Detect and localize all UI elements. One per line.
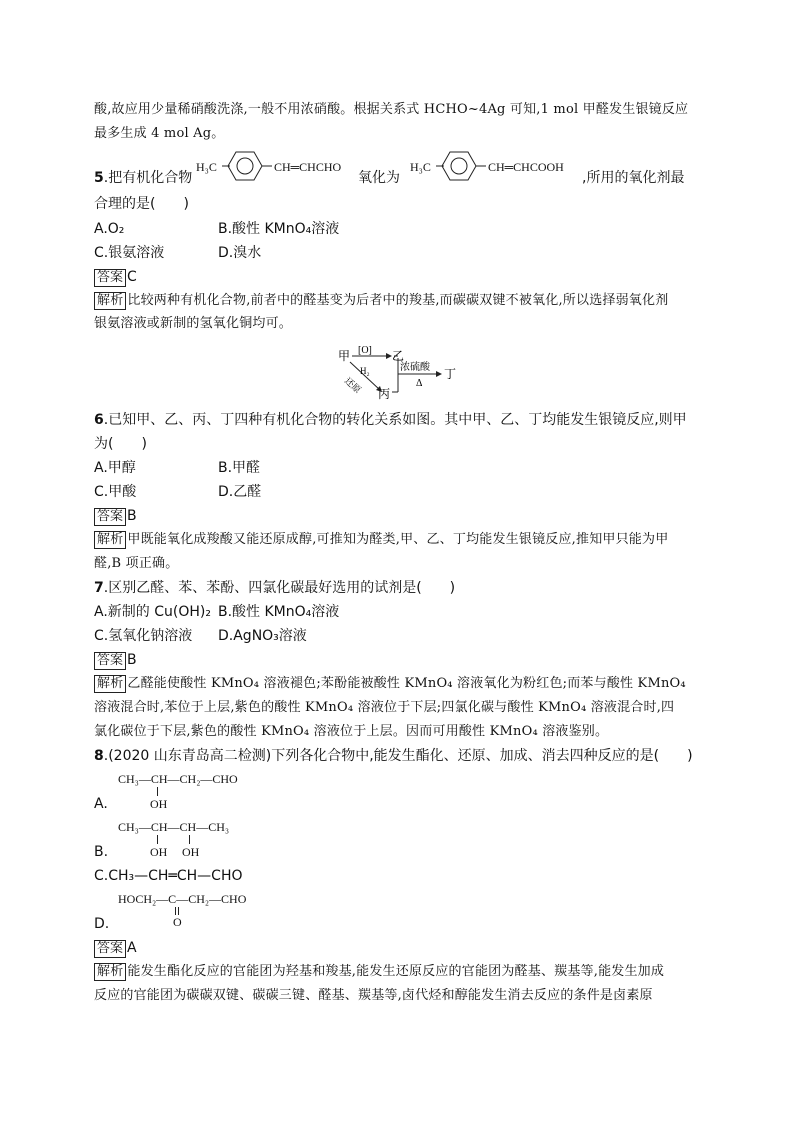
q8-option-b-sub-1: OH [150, 845, 168, 859]
q5-compound1-right: CH═CHCHO [274, 160, 342, 174]
q8-option-a-bond [157, 787, 158, 796]
q6-expl-tag: 解析 [94, 531, 126, 549]
q5-stem [94, 168, 192, 188]
intro-line-1: 酸,故应用少量稀硝酸洗涤,一般不用浓硝酸。根据关系式 HCHO~4Ag 可知,1 mol 甲醛发生银镜反应 [94, 102, 689, 117]
q7-option-d: D.AgNO₃溶液 [218, 628, 307, 644]
q7-explanation-2: 溶液混合时,苯位于上层,紫色的酸性 KMnO₄ 溶液位于下层;四氯化碳与酸性 KMnO₄ 溶液混合时,四 [94, 700, 675, 715]
q5-option-c: C.银氨溶液 [94, 245, 165, 261]
q7-option-b: B.酸性 KMnO₄溶液 [218, 604, 340, 620]
q6-explanation-1 [94, 530, 668, 550]
q5-answer: C [127, 269, 137, 285]
q5-text-a: .把有机化合物 [103, 170, 193, 186]
q8-option-a-chain: CH₃—CH—CH₂—CHO [118, 772, 238, 786]
q8-option-d-bond-a [175, 907, 176, 915]
diagram-bing: 丙 [378, 387, 391, 400]
q8-option-a-label: A. [94, 796, 108, 812]
q6-answer-tag: 答案 [94, 508, 126, 526]
q8-answer: A [127, 940, 137, 956]
q5-number: 5 [94, 170, 104, 186]
q6-answer: B [127, 508, 137, 524]
diagram-oxidant: [O] [358, 345, 372, 356]
q6-explanation-2: 醛,B 项正确。 [94, 556, 179, 571]
diagram-heat: Δ [416, 378, 423, 389]
q8-stem [94, 746, 693, 766]
q5-answer-tag: 答案 [94, 269, 126, 287]
q5-explanation-2: 银氨溶液或新制的氢氧化铜均可。 [94, 316, 293, 331]
q8-option-d-sub: O [173, 915, 182, 929]
q5-option-b: B.酸性 KMnO₄溶液 [218, 221, 340, 237]
q6-expl-text-1: 甲既能氧化成羧酸又能还原成醇,可推知为醛类,甲、乙、丁均能发生银镜反应,推知甲只能为甲 [127, 532, 669, 547]
q5-text-b: 氧化为 [358, 170, 400, 186]
q7-answer-tag: 答案 [94, 652, 126, 670]
q5-expl-tag: 解析 [94, 292, 126, 310]
q5-explanation-1 [94, 291, 668, 311]
q8-option-b-bond-2 [189, 835, 190, 844]
q8-text: .(2020 山东青岛高二检测)下列各化合物中,能发生酯化、还原、加成、消去四种反应的是( ) [103, 748, 693, 764]
q5-option-a: A.O₂ [94, 221, 125, 237]
diagram-reduce: 还原 [342, 375, 363, 396]
q7-answer: B [127, 652, 137, 668]
diagram-jia: 甲 [338, 349, 351, 363]
diagram-acid: 浓硫酸 [400, 362, 430, 373]
q5-compound2-left: H₃C [410, 160, 431, 174]
diagram-ding: 丁 [444, 367, 457, 381]
q8-explanation-1 [94, 962, 664, 982]
q8-expl-tag: 解析 [94, 963, 126, 981]
q7-option-a: A.新制的 Cu(OH)₂ [94, 604, 211, 620]
q5-text-c: ,所用的氧化剂最 [582, 170, 685, 186]
q6-option-d: D.乙醛 [218, 484, 262, 500]
q7-explanation-1 [94, 674, 686, 694]
intro-line-2: 最多生成 4 mol Ag。 [94, 126, 225, 141]
q7-expl-text-1: 乙醛能使酸性 KMnO₄ 溶液褪色;苯酚能被酸性 KMnO₄ 溶液氧化为粉红色;而苯与酸性 KMnO₄ [127, 676, 686, 691]
q6-text-1: .已知甲、乙、丙、丁四种有机化合物的转化关系如图。其中甲、乙、丁均能发生银镜反应,则甲 [103, 412, 687, 428]
q5-compound2-benzene [436, 150, 488, 184]
q7-expl-tag: 解析 [94, 675, 126, 693]
diagram-yi: 乙 [392, 349, 405, 363]
q5-answer-row [94, 267, 137, 287]
q6-option-c: C.甲酸 [94, 484, 137, 500]
q6-answer-row [94, 506, 137, 526]
q5-expl-text-1: 比较两种有机化合物,前者中的醛基变为后者中的羧基,而碳碳双键不被氧化,所以选择弱氧化剂 [127, 293, 669, 308]
q6-number: 6 [94, 412, 104, 428]
q8-explanation-2: 反应的官能团为碳碳双键、碳碳三键、醛基、羰基等,卤代烃和醇能发生消去反应的条件是卤素原 [94, 988, 653, 1003]
q8-expl-text-1: 能发生酯化反应的官能团为羟基和羧基,能发生还原反应的官能团为醛基、羰基等,能发生加成 [127, 964, 665, 979]
q7-stem [94, 578, 455, 598]
q6-option-b: B.甲醛 [218, 460, 261, 476]
q8-option-b-label: B. [94, 844, 109, 860]
q7-text: .区别乙醛、苯、苯酚、四氯化碳最好选用的试剂是( ) [103, 580, 456, 596]
q8-option-b-bond-1 [157, 835, 158, 844]
conversion-diagram [334, 340, 464, 400]
q6-stem-1 [94, 410, 687, 430]
q7-explanation-3: 氯化碳位于下层,紫色的酸性 KMnO₄ 溶液位于上层。因而可用酸性 KMnO₄ 溶液鉴别。 [94, 724, 609, 739]
q8-option-d-bond-b [178, 907, 179, 915]
q5-text-d: 合理的是( ) [94, 196, 189, 212]
q8-option-a-sub: OH [150, 797, 168, 811]
q7-number: 7 [94, 580, 104, 596]
diagram-h2: H₂ [360, 366, 370, 376]
q8-answer-row [94, 938, 137, 958]
q8-option-c: C.CH₃—CH═CH—CHO [94, 868, 243, 884]
q8-option-d-label: D. [94, 916, 110, 932]
q8-answer-tag: 答案 [94, 940, 126, 958]
q8-option-b-chain: CH₃—CH—CH—CH₃ [118, 820, 230, 834]
q8-option-d-chain: HOCH₂—C—CH₂—CHO [118, 892, 247, 906]
q6-option-a: A.甲醇 [94, 460, 136, 476]
q7-option-c: C.氢氧化钠溶液 [94, 628, 193, 644]
q5-compound1-left: H₃C [196, 160, 217, 174]
q8-number: 8 [94, 748, 104, 764]
q7-answer-row [94, 650, 137, 670]
q5-compound1-benzene [222, 150, 274, 184]
q8-option-b-sub-2: OH [182, 845, 200, 859]
q5-compound2-right: CH═CHCOOH [488, 160, 564, 174]
q6-stem-2: 为( ) [94, 436, 147, 452]
q5-option-d: D.溴水 [218, 245, 262, 261]
